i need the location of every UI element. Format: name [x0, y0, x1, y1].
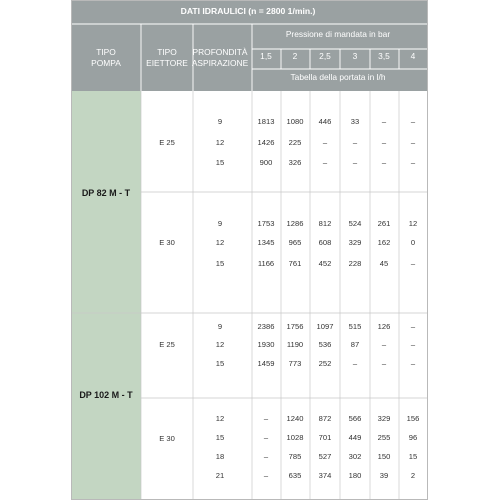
flow-cell: 150: [377, 452, 391, 461]
flow-cell: –: [263, 452, 269, 461]
flow-cell: –: [410, 322, 416, 331]
flow-cell: 329: [377, 414, 391, 423]
flow-cell: 15: [408, 452, 418, 461]
flow-cell: 2: [410, 471, 416, 480]
flow-cell: 374: [318, 471, 332, 480]
flow-cell: –: [410, 138, 416, 147]
pressure-3: 3: [352, 51, 358, 61]
ejector-label: E 30: [159, 238, 175, 247]
flow-cell: 812: [318, 219, 332, 228]
flow-cell: –: [352, 359, 358, 368]
flow-cell: 452: [318, 259, 332, 268]
flow-cell: 635: [288, 471, 302, 480]
model-label-dp82: DP 82 M - T: [81, 188, 131, 198]
flow-cell: 252: [318, 359, 332, 368]
flow-cell: –: [352, 138, 358, 147]
flow-cell: 965: [288, 238, 302, 247]
depth-header-line1: PROFONDITÀ: [192, 47, 248, 57]
flow-cell: 1753: [257, 219, 275, 228]
flow-cell: 180: [348, 471, 362, 480]
flow-cell: 45: [379, 259, 389, 268]
flow-cell: 900: [259, 158, 273, 167]
depth-cell: 12: [215, 238, 225, 247]
model-label-dp102: DP 102 M - T: [79, 390, 133, 400]
table-title: DATI IDRAULICI (n = 2800 1/min.): [180, 6, 316, 16]
flow-cell: 1166: [257, 259, 275, 268]
flow-cell: 1426: [257, 138, 275, 147]
flow-cell: 449: [348, 433, 362, 442]
flow-cell: 0: [410, 238, 416, 247]
pressure-3-5: 3,5: [378, 51, 390, 61]
depth-cell: 9: [217, 117, 223, 126]
ejector-type-header-line1: TIPO: [157, 47, 177, 57]
flow-cell: –: [352, 158, 358, 167]
flow-cell: 1080: [286, 117, 304, 126]
depth-cell: 12: [215, 340, 225, 349]
flow-cell: 1240: [286, 414, 304, 423]
depth-cell: 15: [215, 158, 225, 167]
flow-table-header: Tabella della portata in l/h: [290, 72, 386, 82]
flow-cell: 33: [350, 117, 360, 126]
depth-cell: 18: [215, 452, 225, 461]
flow-cell: 785: [288, 452, 302, 461]
flow-cell: 761: [288, 259, 302, 268]
flow-cell: 302: [348, 452, 362, 461]
flow-cell: –: [381, 340, 387, 349]
flow-cell: 608: [318, 238, 332, 247]
flow-cell: 126: [377, 322, 391, 331]
pressure-header: Pressione di mandata in bar: [285, 29, 391, 39]
flow-cell: 536: [318, 340, 332, 349]
flow-cell: 1930: [257, 340, 275, 349]
flow-cell: –: [381, 117, 387, 126]
ejector-type-header-line2: EIETTORE: [146, 58, 188, 68]
flow-cell: 156: [406, 414, 420, 423]
flow-cell: 228: [348, 259, 362, 268]
hydraulic-data-table: [71, 0, 428, 500]
flow-cell: 524: [348, 219, 362, 228]
flow-cell: –: [410, 359, 416, 368]
flow-cell: 162: [377, 238, 391, 247]
depth-cell: 15: [215, 359, 225, 368]
ejector-label: E 30: [159, 434, 175, 443]
depth-cell: 21: [215, 471, 225, 480]
depth-header-line2: ASPIRAZIONE: [191, 58, 249, 68]
pressure-2-5: 2,5: [319, 51, 331, 61]
flow-cell: 1286: [286, 219, 304, 228]
flow-cell: 872: [318, 414, 332, 423]
flow-cell: –: [381, 359, 387, 368]
flow-cell: 12: [408, 219, 418, 228]
depth-cell: 12: [215, 138, 225, 147]
flow-cell: 1097: [316, 322, 334, 331]
flow-cell: 326: [288, 158, 302, 167]
flow-cell: 446: [318, 117, 332, 126]
depth-cell: 12: [215, 414, 225, 423]
flow-cell: –: [410, 340, 416, 349]
pump-type-header-line2: POMPA: [91, 58, 121, 68]
flow-cell: –: [322, 138, 328, 147]
flow-cell: 1190: [286, 340, 304, 349]
flow-cell: 527: [318, 452, 332, 461]
flow-cell: 225: [288, 138, 302, 147]
flow-cell: –: [381, 138, 387, 147]
flow-cell: –: [322, 158, 328, 167]
flow-cell: 39: [379, 471, 389, 480]
flow-cell: 255: [377, 433, 391, 442]
flow-cell: –: [263, 414, 269, 423]
pump-type-header-line1: TIPO: [96, 47, 116, 57]
depth-cell: 9: [217, 219, 223, 228]
flow-cell: 96: [408, 433, 418, 442]
flow-cell: 515: [348, 322, 362, 331]
depth-cell: 9: [217, 322, 223, 331]
model-cell-dp82: [71, 91, 141, 313]
flow-cell: 566: [348, 414, 362, 423]
pressure-2: 2: [292, 51, 298, 61]
flow-cell: 701: [318, 433, 332, 442]
flow-cell: 1813: [257, 117, 275, 126]
flow-cell: 261: [377, 219, 391, 228]
flow-cell: 2386: [257, 322, 275, 331]
flow-cell: –: [410, 117, 416, 126]
flow-cell: –: [381, 158, 387, 167]
ejector-label: E 25: [159, 138, 175, 147]
flow-cell: 1345: [257, 238, 275, 247]
pressure-4: 4: [410, 51, 416, 61]
depth-cell: 15: [215, 259, 225, 268]
flow-cell: –: [263, 433, 269, 442]
model-cell-dp102: [71, 313, 141, 500]
flow-cell: –: [410, 158, 416, 167]
flow-cell: 87: [350, 340, 360, 349]
flow-cell: 1459: [257, 359, 275, 368]
depth-cell: 15: [215, 433, 225, 442]
pressure-1-5: 1,5: [260, 51, 272, 61]
flow-cell: –: [263, 471, 269, 480]
flow-cell: 1028: [286, 433, 304, 442]
flow-cell: 773: [288, 359, 302, 368]
flow-cell: 1756: [286, 322, 304, 331]
ejector-label: E 25: [159, 340, 175, 349]
flow-cell: 329: [348, 238, 362, 247]
flow-cell: –: [410, 259, 416, 268]
